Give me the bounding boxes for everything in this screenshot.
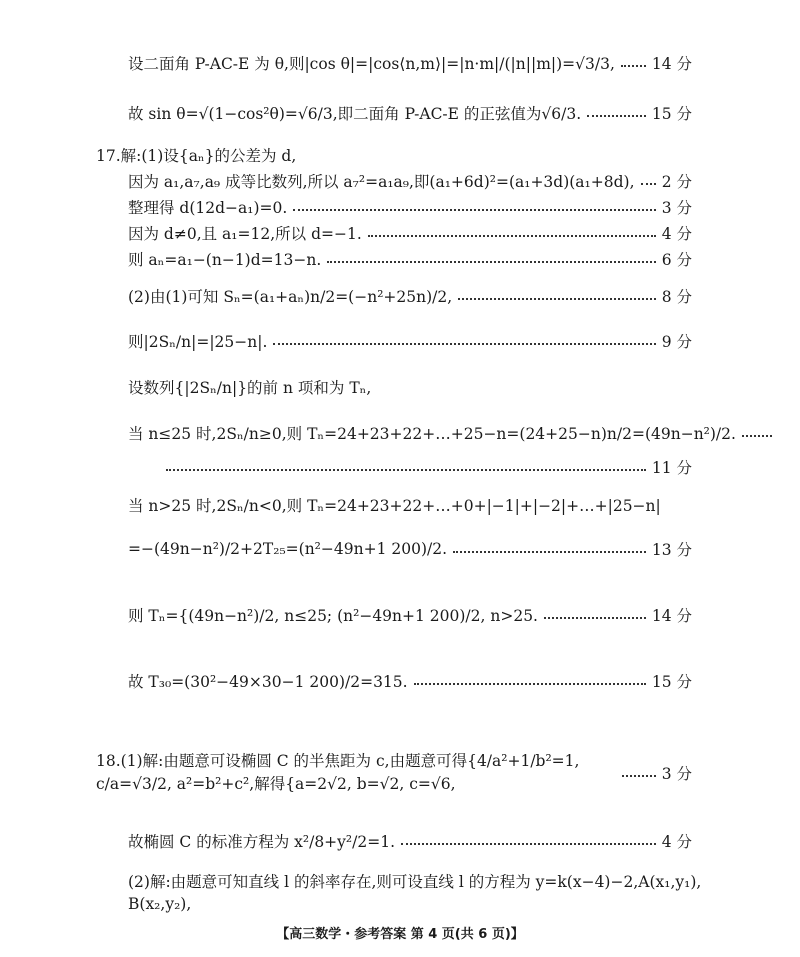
leader-dots	[273, 343, 655, 345]
line-12	[160, 456, 692, 478]
line-19	[128, 870, 702, 892]
score-14: 13 分	[651, 541, 692, 559]
score-16: 15 分	[651, 673, 692, 691]
line-5-text: 整理得 d(12d−a₁)=0.	[128, 199, 288, 217]
leader-dots	[641, 183, 656, 185]
line-18-text: 故椭圆 C 的标准方程为 x²/8+y²/2=1.	[128, 833, 395, 851]
leader-dots	[327, 261, 655, 263]
line-6	[128, 222, 692, 244]
line-17-text: 18.(1)解:由题意可设椭圆 C 的半焦距为 c,由题意可得{4/a²+1/b²=1, c/a=√3/2, a²=b²+c²,解得{a=2√2, b=√2, c=√6,	[96, 752, 580, 794]
line-10	[128, 376, 692, 398]
leader-dots	[166, 469, 646, 471]
line-8-text: (2)由(1)可知 Sₙ=(a₁+aₙ)n/2=(−n²+25n)/2,	[128, 288, 453, 306]
line-8	[128, 285, 692, 307]
score-5: 3 分	[661, 199, 692, 217]
leader-dots	[458, 298, 656, 300]
line-1-text: 设二面角 P-AC-E 为 θ,则|cos θ|=|cos⟨n,m⟩|=|n·m|/(|n||m|)=√3/3,	[128, 55, 615, 73]
line-14	[128, 538, 692, 560]
score-7: 6 分	[661, 251, 692, 269]
score-1: 14 分	[651, 55, 692, 73]
problem-17-heading	[96, 144, 692, 166]
line-13-text: 当 n>25 时,2Sₙ/n<0,则 Tₙ=24+23+22+…+0+|−1|+|−2|+…+|25−n|	[128, 497, 661, 515]
page-footer: 【高三数学・参考答案 第 4 页(共 6 页)】	[276, 927, 524, 942]
score-18: 4 分	[661, 833, 692, 851]
score-8: 8 分	[661, 288, 692, 306]
leader-dots	[453, 551, 646, 553]
line-9	[128, 330, 692, 352]
leader-dots	[742, 435, 772, 437]
line-2	[128, 102, 692, 124]
score-4: 2 分	[661, 173, 692, 191]
line-16	[128, 670, 692, 692]
leader-dots	[401, 843, 656, 845]
line-6-text: 因为 d≠0,且 a₁=12,所以 d=−1.	[128, 225, 362, 243]
line-9-text: 则|2Sₙ/n|=|25−n|.	[128, 333, 268, 351]
leader-dots	[414, 683, 646, 685]
line-1	[128, 52, 692, 74]
line-16-text: 故 T₃₀=(30²−49×30−1 200)/2=315.	[128, 673, 408, 691]
line-4	[128, 170, 692, 192]
line-5	[128, 196, 692, 218]
line-18	[128, 830, 692, 852]
line-20	[128, 895, 692, 913]
line-14-text: =−(49n−n²)/2+2T₂₅=(n²−49n+1 200)/2.	[128, 540, 447, 558]
line-20-text: B(x₂,y₂),	[128, 895, 192, 913]
line-10-text: 设数列{|2Sₙ/n|}的前 n 项和为 Tₙ,	[128, 379, 372, 397]
leader-dots	[587, 115, 646, 117]
line-15-text: 则 Tₙ={(49n−n²)/2, n≤25; (n²−49n+1 200)/2, n>25.	[128, 607, 538, 625]
line-7-text: 则 aₙ=a₁−(n−1)d=13−n.	[128, 251, 322, 269]
score-12: 11 分	[651, 459, 692, 477]
line-7	[128, 248, 692, 270]
line-11	[128, 422, 736, 444]
line-3-text: 17.解:(1)设{aₙ}的公差为 d,	[96, 147, 297, 165]
line-2-text: 故 sin θ=√(1−cos²θ)=√6/3,即二面角 P-AC-E 的正弦值为√6/3.	[128, 105, 582, 123]
line-19-text: (2)解:由题意可知直线 l 的斜率存在,则可设直线 l 的方程为 y=k(x−4)−2,A(x₁,y₁),	[128, 873, 702, 891]
leader-dots	[544, 617, 646, 619]
score-15: 14 分	[651, 607, 692, 625]
leader-dots	[293, 209, 655, 211]
score-6: 4 分	[661, 225, 692, 243]
leader-dots	[621, 65, 646, 67]
score-17: 3 分	[661, 765, 692, 784]
line-13	[128, 494, 692, 516]
leader-dots	[622, 775, 656, 777]
problem-18-part-1	[96, 750, 692, 797]
leader-dots	[368, 235, 656, 237]
line-11-text: 当 n≤25 时,2Sₙ/n≥0,则 Tₙ=24+23+22+…+25−n=(24+25−n)n/2=(49n−n²)/2.	[128, 425, 736, 443]
score-2: 15 分	[651, 105, 692, 123]
line-4-text: 因为 a₁,a₇,a₉ 成等比数列,所以 a₇²=a₁a₉,即(a₁+6d)²=(a₁+3d)(a₁+8d),	[128, 173, 635, 191]
score-9: 9 分	[661, 333, 692, 351]
line-15	[128, 604, 692, 626]
